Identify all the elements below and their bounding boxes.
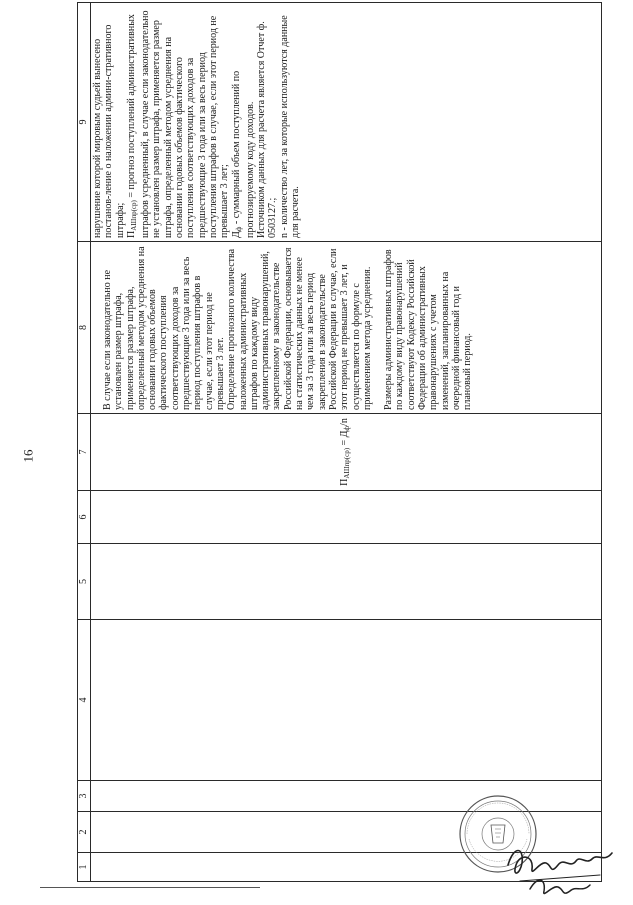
indicator-paragraph: $Д_ф$ - суммарный объем поступлений по прогнозируемому коду доходов. <box>230 70 256 238</box>
handwritten-signature <box>500 835 620 905</box>
indicator-paragraph: n - количество лет, за которые используются данные для расчета. <box>278 15 302 238</box>
table-row <box>91 3 602 882</box>
column-number-4: 4 <box>78 620 91 781</box>
method-paragraph: В случае если законодательно не установлен размер штрафа, применяется размер штрафа, определенный методом усреднения на основании годовых объемов фактического поступления соответствующих доходов за предшествующие 3 года или за весь период поступления штрафов в случае, если этот период не превышает 3 лет. <box>102 246 226 410</box>
formula-cell <box>91 414 602 491</box>
cell-col-6 <box>91 491 602 544</box>
indicator-description-cell <box>91 3 602 242</box>
table-container <box>77 12 602 882</box>
method-paragraph: Определение прогнозного количества наложенных административных штрафов по каждому виду административных правонарушений, закрепленному в законодательстве Российской Федерации, основывается на статистических данных не менее чем за 3 года или за весь период закрепления в законодательстве Российской Федерации в случае, если этот период не превышает 3 лет, и осуществляется по формуле с применением метода усреднения. <box>226 247 373 410</box>
column-number-5: 5 <box>78 544 91 620</box>
page-number: 16 <box>20 449 36 463</box>
cell-col-4 <box>91 620 602 781</box>
column-number-3: 3 <box>78 781 91 812</box>
methodology-table <box>77 2 602 882</box>
method-description-cell <box>91 242 602 414</box>
bottom-rule <box>40 887 260 888</box>
column-number-row <box>78 3 91 882</box>
column-number-8: 8 <box>78 242 91 414</box>
method-paragraph: Размеры административных штрафов по каждому виду правонарушений соответствуют Кодексу Российской Федерации об административных правонарушениях с учетом изменений, запланированных на очередной финансовый год и плановый период. <box>383 249 474 410</box>
column-number-2: 2 <box>78 812 91 853</box>
column-number-9: 9 <box>78 3 91 242</box>
indicator-paragraph: Источником данных для расчета является Отчет ф. 0503127.; <box>256 21 279 238</box>
indicator-paragraph: $П_{АШпр(ср)}$ = прогноз поступлений административных штрафов усредненный, в случае если законодательно не установлен размер штрафа, применяется размер штрафа, определенный методом усреднения на основании годовых объемов фактического поступления соответствующих доходов за предшествующие 3 года или за весь период поступления штрафов в случае, если этот период не превышает 3 лет; <box>125 10 231 238</box>
formula-text: $П_{АШпр(ср)} = Д_ф/n$ <box>338 418 351 486</box>
cell-col-5 <box>91 544 602 620</box>
column-number-1: 1 <box>78 853 91 882</box>
column-number-7: 7 <box>78 414 91 491</box>
indicator-paragraph: нарушение которой мировым судьей вынесено постанов-ление о наложении админи-стративного штрафа; <box>92 24 126 238</box>
column-number-6: 6 <box>78 491 91 544</box>
